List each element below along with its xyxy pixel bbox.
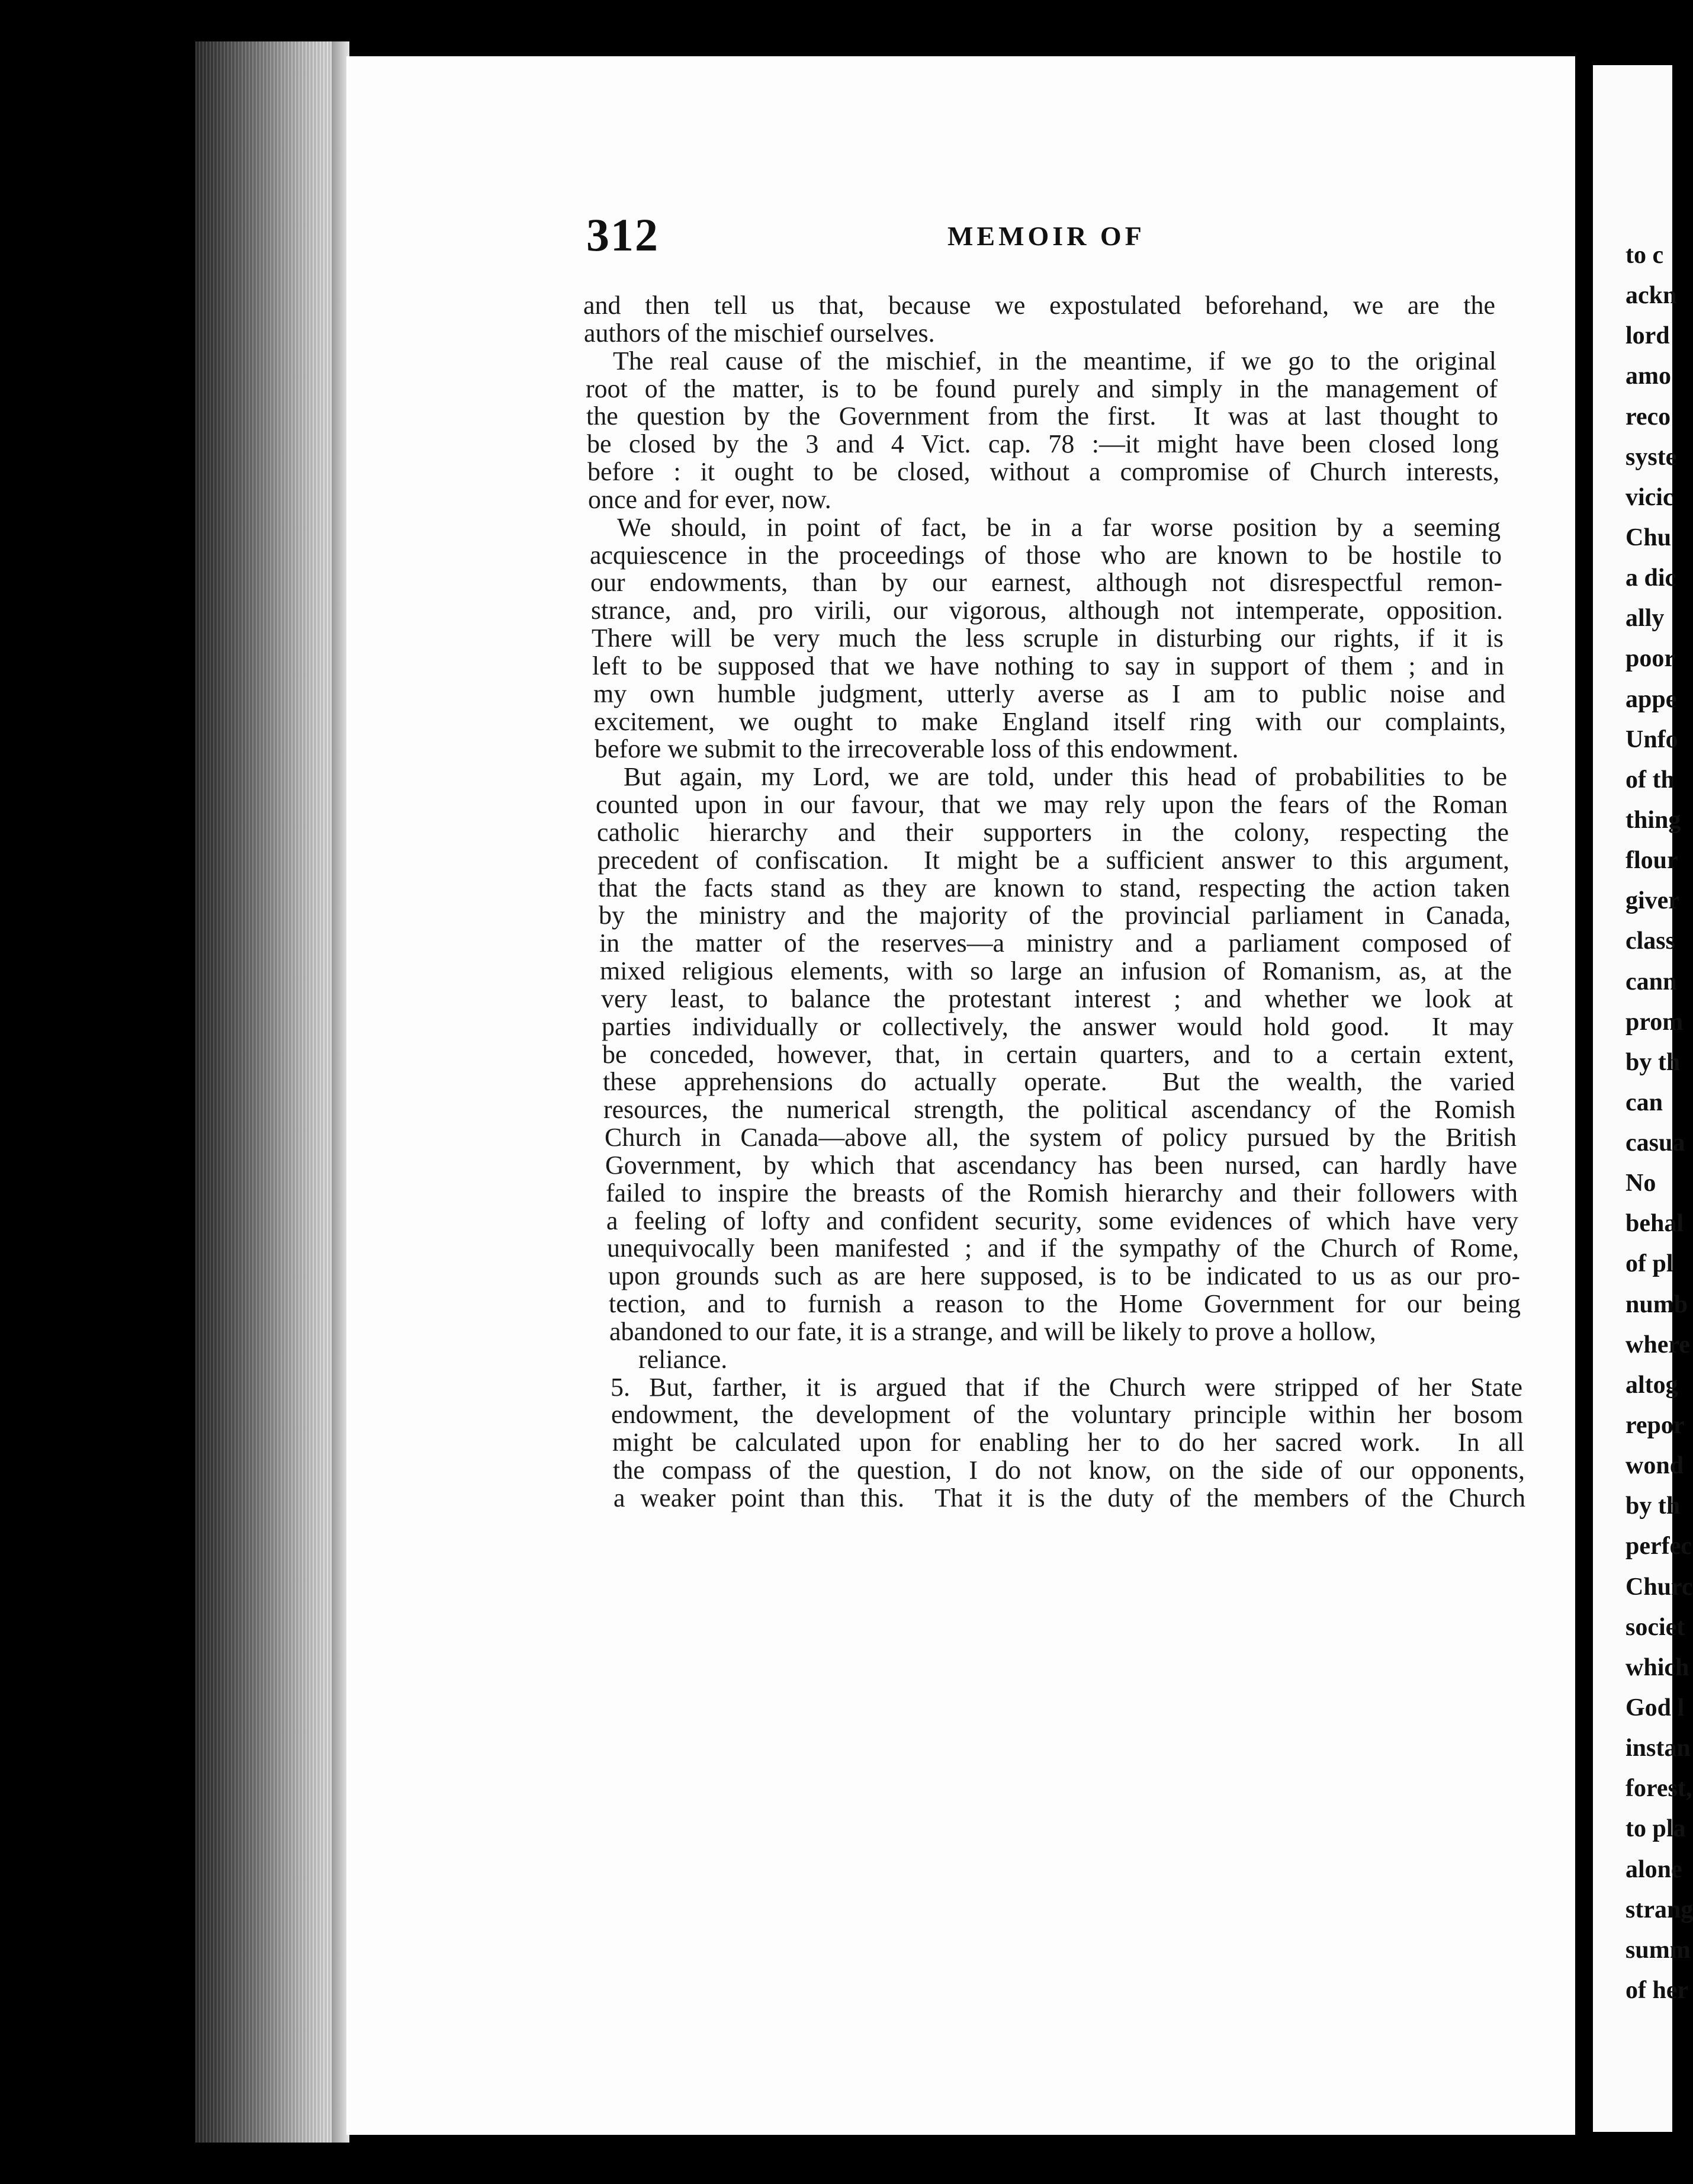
text-line: that the facts stand as they are known to stand, respecting the action taken bbox=[598, 873, 1510, 902]
text-line: resources, the numerical strength, the political ascendancy of the Romish bbox=[603, 1095, 1515, 1124]
text-line: by the ministry and the majority of the provincial parliament in Canada, bbox=[599, 901, 1511, 930]
text-line: endowment, the development of the voluntary principle within her bosom bbox=[611, 1400, 1523, 1429]
facing-page-line: flour bbox=[1625, 847, 1678, 874]
facing-page-line: giver bbox=[1625, 887, 1679, 914]
text-line: before we submit to the irrecoverable loss of this endowment. bbox=[595, 734, 1239, 763]
facing-page-line: of her bbox=[1625, 1977, 1689, 2004]
text-line: our endowments, than by our earnest, although not disrespectful remon- bbox=[590, 568, 1502, 597]
text-line: the compass of the question, I do not know, on the side of our opponents, bbox=[613, 1456, 1525, 1485]
text-line: and then tell us that, because we expostulated beforehand, we are the bbox=[583, 291, 1495, 320]
text-line: strance, and, pro virili, our vigorous, although not intemperate, opposition. bbox=[591, 596, 1503, 625]
facing-page-line: poor bbox=[1625, 645, 1675, 672]
facing-page-line: altog bbox=[1625, 1372, 1678, 1399]
text-line: Government, by which that ascendancy has been nursed, can hardly have bbox=[605, 1151, 1517, 1180]
facing-page-line: a dic bbox=[1625, 564, 1676, 592]
facing-page-fragment bbox=[1593, 65, 1693, 2132]
facing-page-line: cann bbox=[1625, 968, 1677, 995]
facing-page-line: to pla bbox=[1625, 1815, 1686, 1842]
facing-page-line: numb bbox=[1625, 1291, 1688, 1318]
facing-page-line: wond bbox=[1625, 1452, 1684, 1479]
text-line: catholic hierarchy and their supporters in the colony, respecting the bbox=[597, 818, 1509, 847]
text-line: mixed religious elements, with so large an infusion of Romanism, as, at the bbox=[600, 956, 1512, 985]
facing-page-line: casua bbox=[1625, 1129, 1685, 1157]
text-line: abandoned to our fate, it is a strange, and will be likely to prove a hollow, bbox=[609, 1317, 1376, 1346]
text-line: We should, in point of fact, be in a far worse position by a seeming bbox=[617, 513, 1501, 542]
facing-page-line: lord bbox=[1625, 322, 1670, 349]
facing-page-line: by th bbox=[1625, 1049, 1681, 1076]
text-line: parties individually or collectively, the answer would hold good. It may bbox=[602, 1012, 1514, 1041]
facing-page-line: instan bbox=[1625, 1735, 1691, 1762]
text-line: tection, and to furnish a reason to the Home Government for our being bbox=[609, 1289, 1521, 1318]
facing-page-line: Chu bbox=[1625, 524, 1672, 551]
text-line: precedent of confiscation. It might be a sufficient answer to this argument, bbox=[597, 846, 1509, 875]
book-gutter bbox=[1575, 41, 1593, 2150]
facing-page-line: class bbox=[1625, 927, 1675, 955]
text-line: acquiescence in the proceedings of those who are known to be hostile to bbox=[590, 541, 1502, 570]
facing-page-line: summ bbox=[1625, 1936, 1691, 1964]
facing-page-line: behal bbox=[1625, 1210, 1684, 1237]
text-line: might be calculated upon for enabling her to do her sacred work. In all bbox=[612, 1428, 1524, 1457]
facing-page-line: God l bbox=[1625, 1694, 1685, 1721]
text-line: a weaker point than this. That it is the duty of the members of the Church bbox=[613, 1483, 1525, 1512]
facing-page-line: prom bbox=[1625, 1009, 1684, 1036]
text-line: Church in Canada—above all, the system of policy pursued by the British bbox=[605, 1123, 1517, 1152]
text-line: authors of the mischief ourselves. bbox=[584, 319, 935, 348]
facing-page-line: which bbox=[1625, 1654, 1689, 1681]
facing-page-line: ally bbox=[1625, 605, 1665, 632]
facing-page-line: Unfo bbox=[1625, 726, 1678, 753]
text-line: a feeling of lofty and confident security, some evidences of which have very bbox=[606, 1206, 1518, 1235]
facing-page-line: amo bbox=[1625, 362, 1671, 390]
text-line: unequivocally been manifested ; and if the sympathy of the Church of Rome, bbox=[607, 1234, 1519, 1263]
text-line: There will be very much the less scruple in disturbing our rights, if it is bbox=[592, 624, 1504, 653]
text-line: left to be supposed that we have nothing to say in support of them ; and in bbox=[592, 651, 1504, 680]
facing-page-line: vicic bbox=[1625, 484, 1674, 511]
text-line: be closed by the 3 and 4 Vict. cap. 78 :—it might have been closed long bbox=[587, 429, 1499, 458]
text-line: in the matter of the reserves—a ministry and a parliament composed of bbox=[599, 929, 1511, 958]
facing-page-line: can bbox=[1625, 1089, 1663, 1116]
facing-page-line: of pl bbox=[1625, 1250, 1673, 1277]
page-number: 312 bbox=[586, 209, 659, 261]
text-line: very least, to balance the protestant interest ; and whether we look at bbox=[601, 984, 1513, 1013]
text-line: counted upon in our favour, that we may rely upon the fears of the Roman bbox=[596, 790, 1508, 819]
facing-page-line: repor bbox=[1625, 1412, 1685, 1439]
text-line: be conceded, however, that, in certain quarters, and to a certain extent, bbox=[602, 1040, 1514, 1069]
text-line: But again, my Lord, we are told, under this head of probabilities to be bbox=[624, 762, 1507, 791]
facing-page-line: alone bbox=[1625, 1856, 1682, 1883]
facing-page-line: thing bbox=[1625, 807, 1681, 834]
book-page-edges bbox=[195, 41, 343, 2150]
running-head: MEMOIR OF bbox=[947, 221, 1145, 251]
text-line: my own humble judgment, utterly averse as I am to public noise and bbox=[593, 679, 1505, 708]
facing-page-line: where bbox=[1625, 1331, 1690, 1358]
facing-page-line: perfec bbox=[1625, 1533, 1692, 1560]
facing-page-line: forest, bbox=[1625, 1775, 1692, 1802]
facing-page-line: to c bbox=[1625, 242, 1664, 269]
text-line: failed to inspire the breasts of the Romish hierarchy and their followers with bbox=[606, 1178, 1518, 1207]
facing-page-line: appe bbox=[1625, 686, 1677, 713]
facing-page-line: syste bbox=[1625, 444, 1677, 471]
text-line: 5. But, farther, it is argued that if the Church were stripped of her State bbox=[611, 1373, 1522, 1402]
facing-page-line: ackn bbox=[1625, 282, 1677, 309]
facing-page-line: societ bbox=[1625, 1614, 1685, 1641]
text-line: before : it ought to be closed, without a compromise of Church interests, bbox=[587, 457, 1499, 486]
text-line: root of the matter, is to be found purely and simply in the management of bbox=[586, 374, 1498, 403]
facing-page-line: of th bbox=[1625, 766, 1675, 794]
scan-border-top bbox=[0, 0, 1672, 41]
scan-border-bottom bbox=[0, 2143, 1672, 2184]
facing-page-line: by th bbox=[1625, 1492, 1681, 1520]
text-line: the question by the Government from the first. It was at last thought to bbox=[586, 402, 1498, 431]
text-line: these apprehensions do actually operate. But the wealth, the varied bbox=[603, 1067, 1515, 1096]
text-line: excitement, we ought to make England itself ring with our complaints, bbox=[594, 707, 1506, 736]
text-line: The real cause of the mischief, in the meantime, if we go to the original bbox=[613, 346, 1496, 375]
text-line: upon grounds such as are here supposed, is to be indicated to us as our pro- bbox=[608, 1261, 1520, 1290]
facing-page-line: Churc bbox=[1625, 1573, 1693, 1601]
facing-page-line: reco bbox=[1625, 403, 1671, 431]
text-line: once and for ever, now. bbox=[588, 485, 831, 514]
text-line: reliance. bbox=[638, 1345, 728, 1374]
facing-page-line: No bbox=[1625, 1170, 1656, 1197]
facing-page-line: strang bbox=[1625, 1896, 1693, 1923]
